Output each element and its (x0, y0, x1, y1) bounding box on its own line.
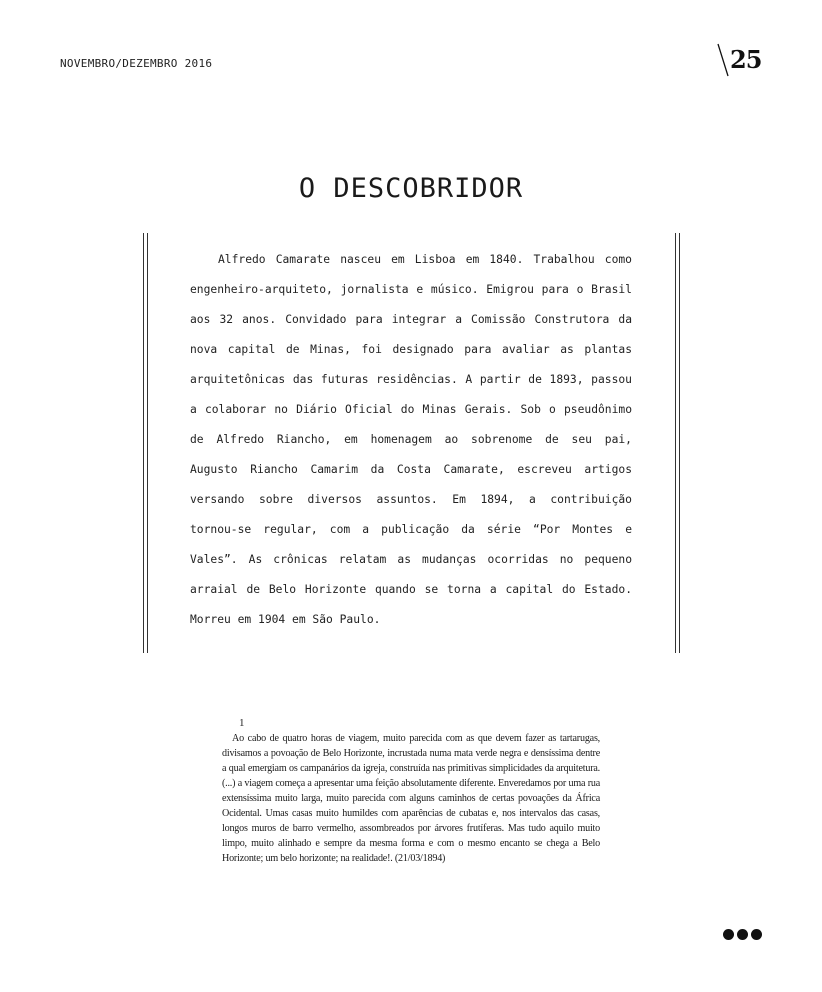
left-double-rule (143, 233, 148, 653)
header-date: NOVEMBRO/DEZEMBRO 2016 (60, 57, 213, 70)
dot (723, 929, 734, 940)
footnote-text: Ao cabo de quatro horas de viagem, muito parecida com as que devem fazer as tartarugas, divisamos a povoação de Belo Horizonte, incrustada numa mata verde negra e densíssima dentre a qual emergiam os campanários da igreja, construída nas primitivas simplicidades da arquitetura. (...) a viagem começa a apresentar uma feição absolutamente diferente. Enveredamos por uma rua extensíssima muito larga, muito parecida com alguns caminhos de certas povoações da África Ocidental. Umas casas muito humildes com aparências de cubatas e, nos intervalos das casas, longos muros de barro vermelho, assombreados por árvores frutíferas. Mas tudo aquilo muito limpo, muito alinhado e sempre da mesma forma e com o mesmo encanto se chega a Belo Horizonte; um belo horizonte; na realidade!. (21/03/1894) (222, 733, 600, 864)
bio-paragraph: Alfredo Camarate nasceu em Lisboa em 1840. Trabalhou como engenheiro-arquiteto, jornalista e músico. Emigrou para o Brasil aos 32 anos. Convidado para integrar a Comissão Construtora da nova capital de Minas, foi designado para avaliar as plantas arquitetônicas das futuras residências. A partir de 1893, passou a colaborar no Diário Oficial do Minas Gerais. Sob o pseudônimo de Alfredo Riancho, em homenagem ao sobrenome de seu pai, Augusto Riancho Camarim da Costa Camarate, escreveu artigos versando sobre diversos assuntos. Em 1894, a contribuição tornou-se regular, com a publicação da série “Por Montes e Vales”. As crônicas relatam as mudanças ocorridas no pequeno arraial de Belo Horizonte quando se torna a capital do Estado. Morreu em 1904 em São Paulo. (190, 253, 632, 626)
page-number-block (716, 42, 776, 78)
footnote-number: 1 (239, 717, 245, 729)
footnote (222, 716, 600, 866)
dot (737, 929, 748, 940)
page-number: 25 (730, 45, 762, 74)
dot (751, 929, 762, 940)
three-dots-icon (723, 929, 767, 941)
slash-divider-icon (716, 42, 730, 78)
right-double-rule (675, 233, 680, 653)
bio-box (143, 233, 680, 653)
article-title: O DESCOBRIDOR (298, 173, 524, 204)
